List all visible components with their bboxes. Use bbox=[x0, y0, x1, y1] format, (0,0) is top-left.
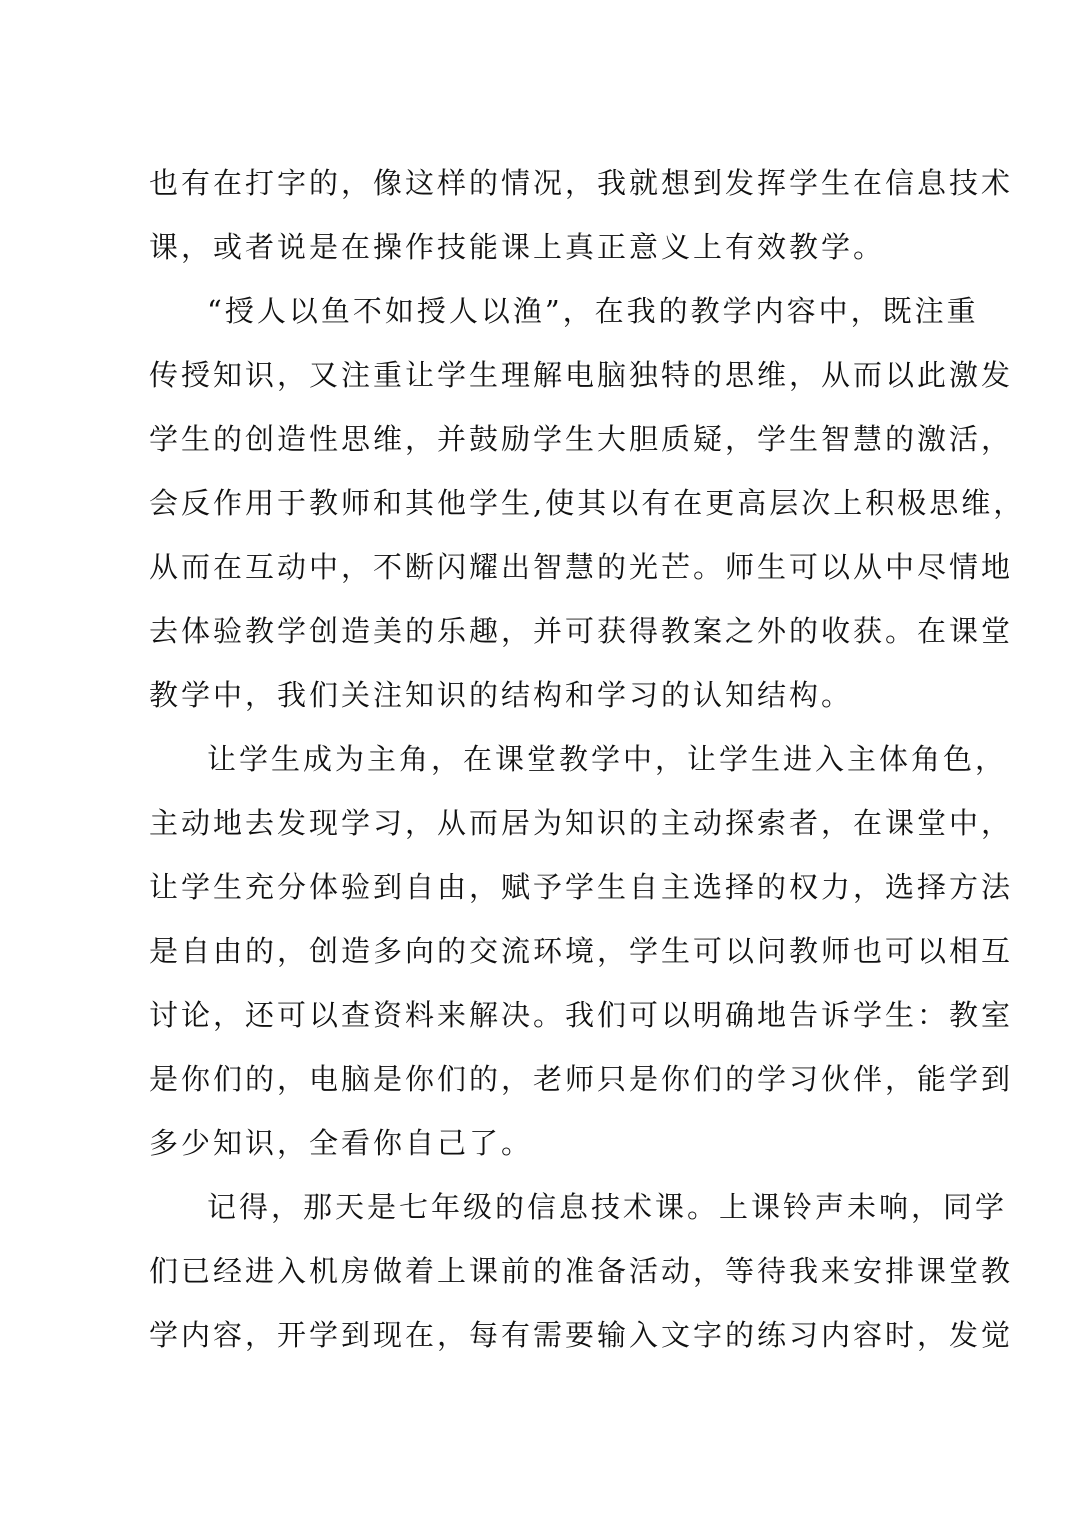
text-line: 让学生充分体验到自由，赋予学生自主选择的权力，选择方法 bbox=[149, 870, 1014, 904]
text-line: 课，或者说是在操作技能课上真正意义上有效教学。 bbox=[149, 230, 886, 264]
text-line: 讨论，还可以查资料来解决。我们可以明确地告诉学生：教室 bbox=[149, 998, 1014, 1032]
text-line: 主动地去发现学习，从而居为知识的主动探索者，在课堂中， bbox=[149, 806, 1014, 840]
paragraph-first-line: “授人以鱼不如授人以渔”，在我的教学内容中，既注重 bbox=[207, 294, 979, 328]
text-line: 去体验教学创造美的乐趣，并可获得教案之外的收获。在课堂 bbox=[149, 614, 1014, 648]
paragraph-first-line: 让学生成为主角，在课堂教学中，让学生进入主体角色， bbox=[207, 742, 1008, 776]
text-line: 也有在打字的，像这样的情况，我就想到发挥学生在信息技术 bbox=[149, 166, 1014, 200]
text-line: 教学中，我们关注知识的结构和学习的认知结构。 bbox=[149, 678, 854, 712]
text-line: 是你们的，电脑是你们的，老师只是你们的学习伙伴，能学到 bbox=[149, 1062, 1014, 1096]
text-line: 学生的创造性思维，并鼓励学生大胆质疑，学生智慧的激活， bbox=[149, 422, 1014, 456]
text-line: 学内容，开学到现在，每有需要输入文字的练习内容时，发觉 bbox=[149, 1318, 1014, 1352]
text-line: 是自由的，创造多向的交流环境，学生可以问教师也可以相互 bbox=[149, 934, 1014, 968]
text-line: 会反作用于教师和其他学生,使其以有在更高层次上积极思维， bbox=[149, 486, 1026, 520]
text-line: 们已经进入机房做着上课前的准备活动，等待我来安排课堂教 bbox=[149, 1254, 1014, 1288]
paragraph-first-line: 记得，那天是七年级的信息技术课。上课铃声未响，同学 bbox=[207, 1190, 1008, 1224]
text-line: 传授知识，又注重让学生理解电脑独特的思维，从而以此激发 bbox=[149, 358, 1014, 392]
text-line: 从而在互动中，不断闪耀出智慧的光芒。师生可以从中尽情地 bbox=[149, 550, 1014, 584]
text-line: 多少知识，全看你自己了。 bbox=[149, 1126, 534, 1160]
